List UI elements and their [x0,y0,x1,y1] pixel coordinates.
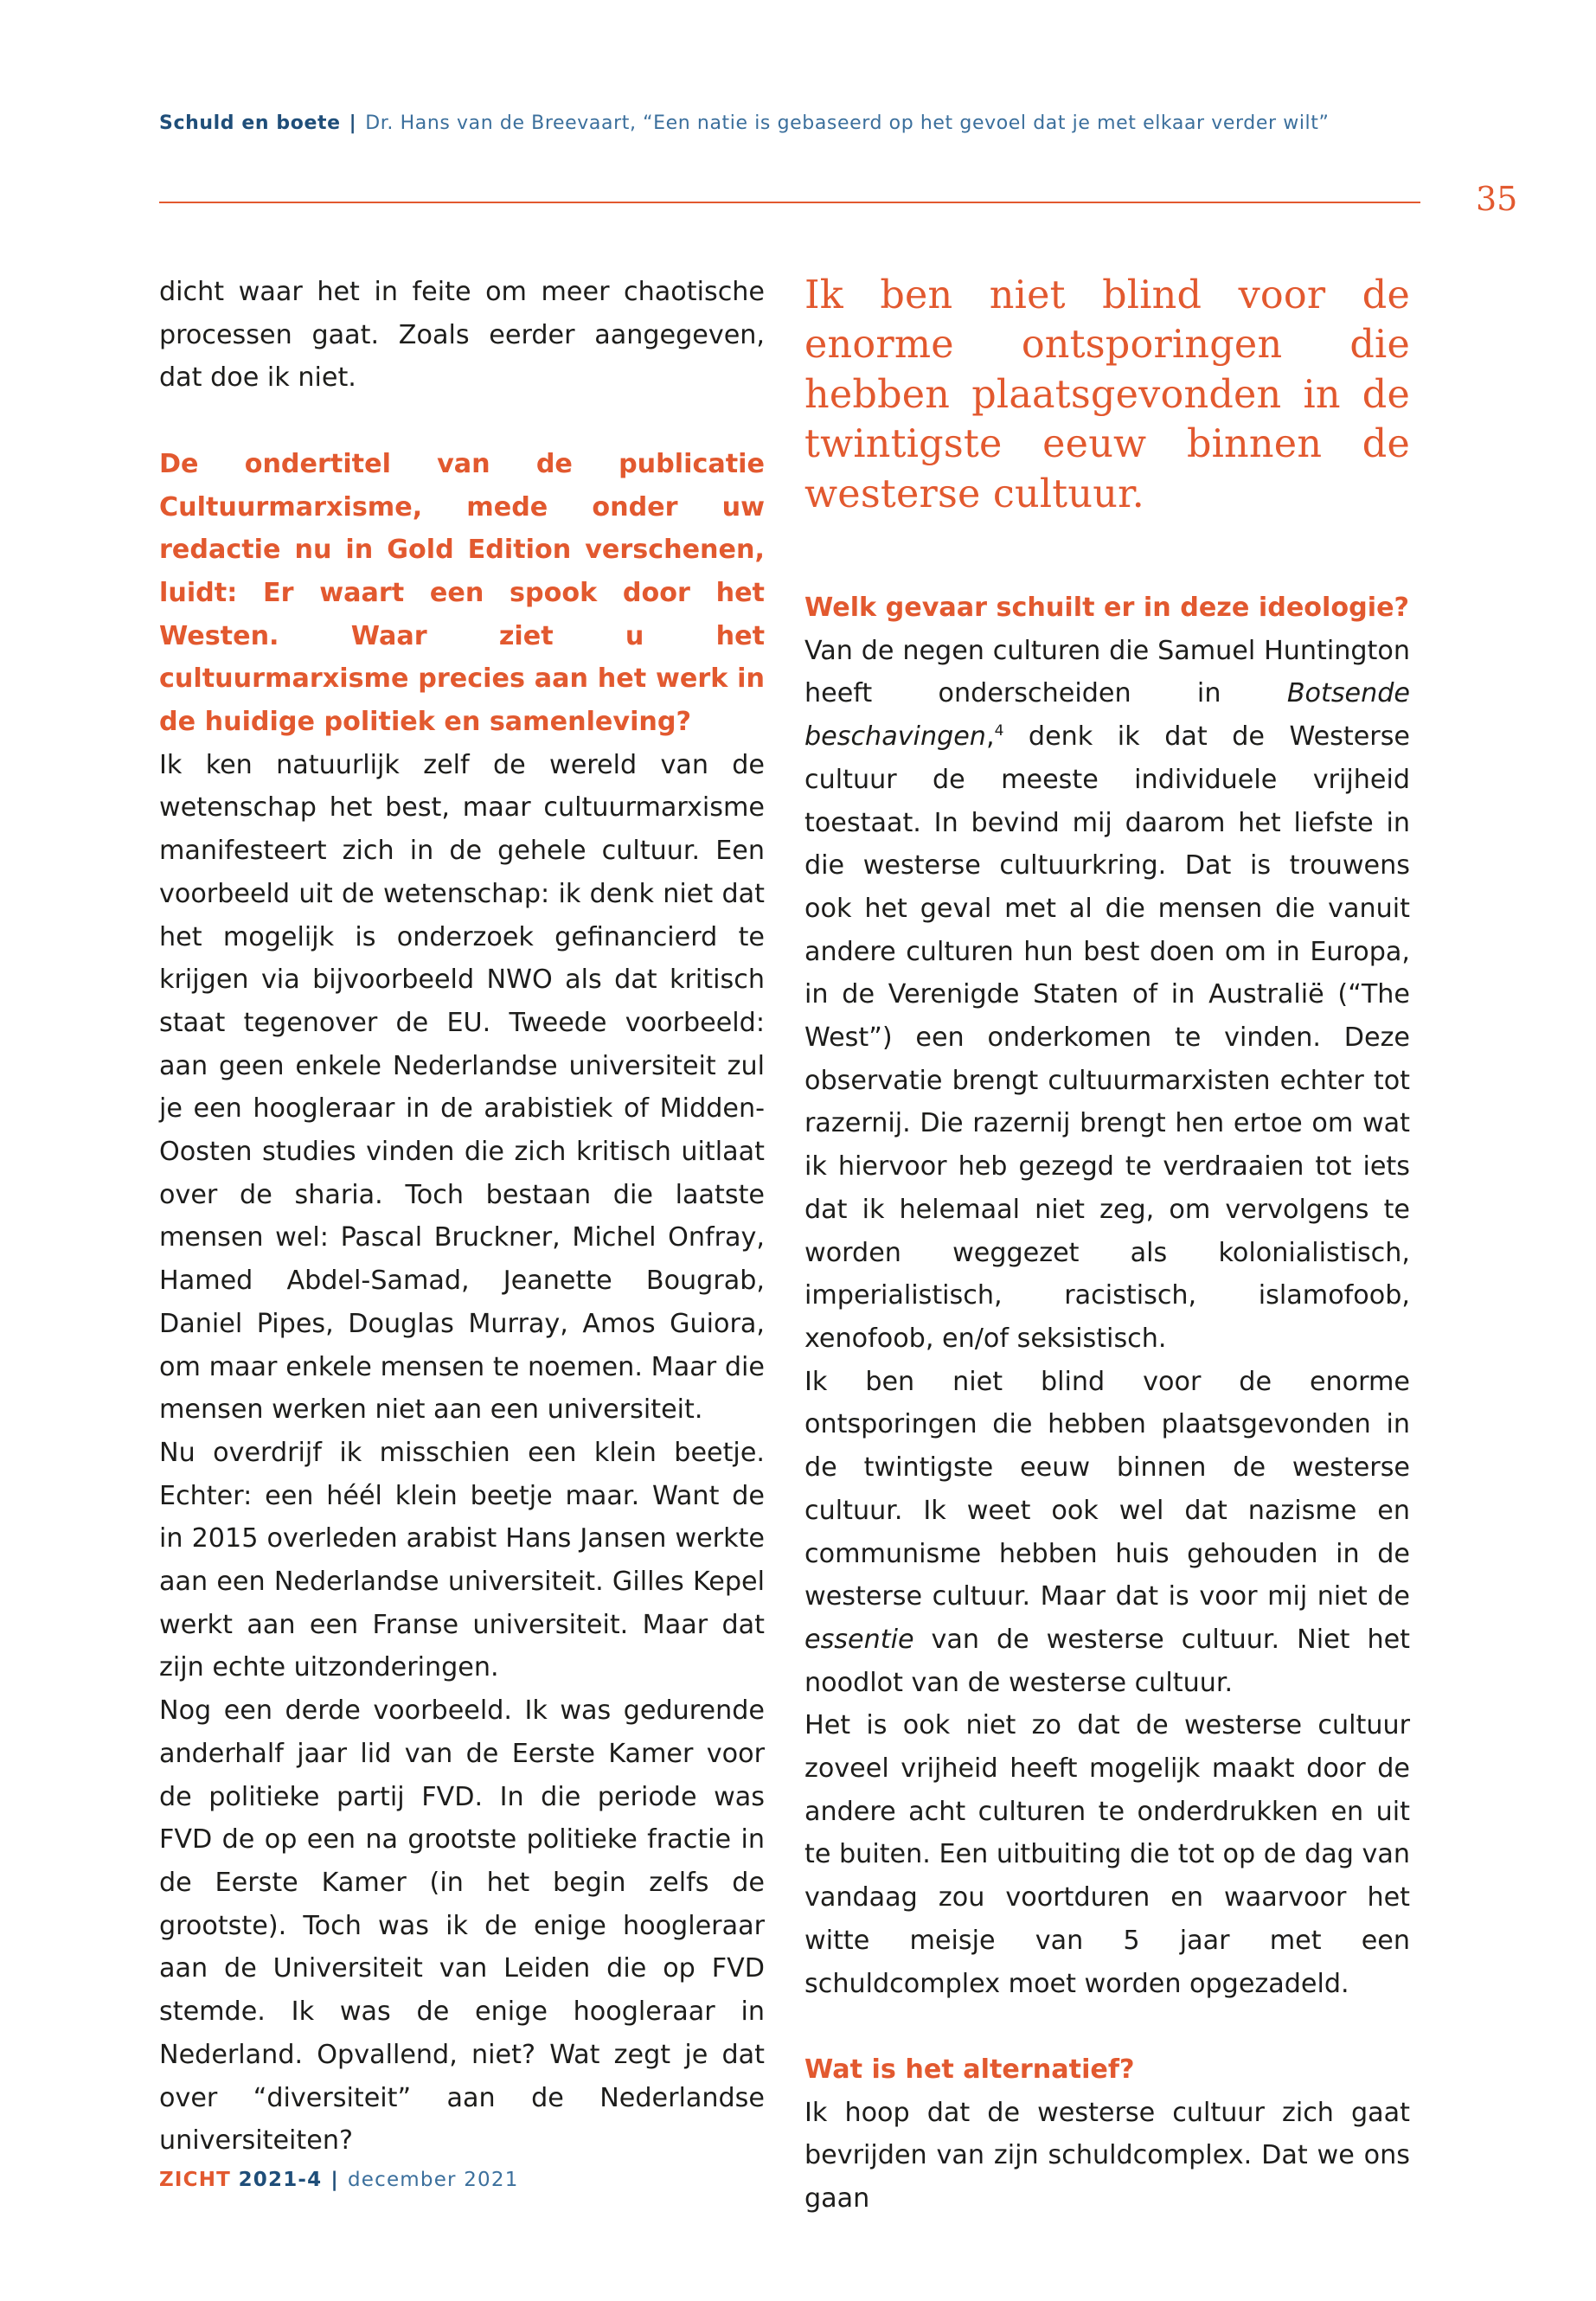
paragraph: Ik ben niet blind voor de enorme ontsporingen die hebben plaatsgevonden in de twintigste eeuw binnen de westerse cultuur. Ik weet ook wel dat nazisme en communisme hebben huis gehouden in de westerse cultuur. Maar dat is voor mij niet de essentie van de westerse cultuur. Niet het noodlot van de westerse cultuur. [804,1366,1410,1698]
paragraph: Nu overdrijf ik misschien een klein beetje. Echter: een héél klein beetje maar. Want de in 2015 overleden arabist Hans Jansen werkte aan een Nederlandse universiteit. Gilles Kepel werkt aan een Franse universiteit. Maar dat zijn echte uitzonderingen. [159,1437,765,1683]
spacer [804,2005,1410,2048]
right-column [804,271,1410,2221]
paragraph: dicht waar het in feite om meer chaotische processen gaat. Zoals eerder aangegeven, dat doe ik niet. [159,277,765,394]
spacer [159,400,765,443]
page-number: 35 [1476,180,1518,218]
paragraph: Nog een derde voorbeeld. Ik was gedurende anderhalf jaar lid van de Eerste Kamer voor de politieke partij FVD. In die periode was FVD de op een na grootste politieke fractie in de Eerste Kamer (in het begin zelfs de grootste). Toch was ik de enige hoogleraar aan de Universiteit van Leiden die op FVD stemde. Ik was de enige hoogleraar in Nederland. Opvallend, niet? Wat zegt je dat over “diversiteit” aan de Nederlandse universiteiten? [159,1695,765,2157]
book-title: Botsende beschavingen [804,678,1410,753]
spacer [804,519,1410,586]
interview-question: De ondertitel van de publicatie Cultuurmarxisme, mede onder uw redactie nu in Gold Edition verschenen, luidt: Er waart een spook door het Westen. Waar ziet u het cultuurmarxisme precies aan het werk in de huidige politiek en samenleving? [159,448,765,738]
magazine-name: ZICHT [159,2169,232,2191]
issue-number: 2021-4 [238,2169,323,2191]
paragraph: Ik ken natuurlijk zelf de wereld van de wetenschap het best, maar cultuurmarxisme manifesteert zich in de gehele cultuur. Een voorbeeld uit de wetenschap: ik denk niet dat het mogelijk is onderzoek gefinancierd te krijgen via bijvoorbeeld NWO als dat kritisch staat tegenover de EU. Tweede voorbeeld: aan geen enkele Nederlandse universiteit zul je een hoogleraar in de arabistiek of Midden-Oosten studies vinden die zich kritisch uitlaat over de sharia. Toch bestaan die laatste mensen wel: Pascal Bruckner, Michel Onfray, Hamed Abdel-Samad, Jeanette Bougrab, Daniel Pipes, Douglas Murray, Amos Guiora, om maar enkele mensen te noemen. Maar die mensen werken niet aan een universiteit. [159,749,765,1426]
header-article-title: Dr. Hans van de Breevaart, “Een natie is gebaseerd op het gevoel dat je met elkaar verder wilt” [365,112,1330,134]
issue-date: december 2021 [347,2169,519,2191]
header-section-title: Schuld en boete [159,112,341,134]
running-header [159,112,1422,134]
interview-question: Welk gevaar schuilt er in deze ideologie? [804,593,1410,624]
header-separator: | [349,112,357,134]
paragraph: Van de negen culturen die Samuel Huntington heeft onderscheiden in Botsende beschavingen,$^4$ denk ik dat de Westerse cultuur de meeste individuele vrijheid toestaat. In bevind mij daarom het liefste in die westerse cultuurkring. Dat is trouwens ook het geval met al die mensen die vanuit andere culturen hun best doen om in Europa, in de Verenigde Staten of in Australië (“The West”) een onderkomen te vinden. Deze observatie brengt cultuurmarxisten echter tot razernij. Die razernij brengt hen ertoe om wat ik hiervoor heb gezegd te verdraaien tot iets dat ik helemaal niet zeg, om vervolgens te worden weggezet als kolonialistisch, imperialistisch, racistisch, islamofoob, xenofoob, en/of seksistisch. [804,635,1410,1354]
paragraph: Het is ook niet zo dat de westerse cultuur zoveel vrijheid heeft mogelijk maakt door de andere acht culturen te onderdrukken en uit te buiten. Een uitbuiting die tot op de dag van vandaag zou voortduren en waarvoor het witte meisje van 5 jaar met een schuldcomplex moet worden opgezadeld. [804,1710,1410,1999]
interview-question: Wat is het alternatief? [804,2054,1135,2085]
header-rule [159,202,1420,203]
paragraph: Ik hoop dat de westerse cultuur zich gaat bevrijden van zijn schuldcomplex. Dat we ons gaan [804,2097,1410,2214]
page-footer [159,2169,519,2191]
pull-quote: Ik ben niet blind voor de enorme ontsporingen die hebben plaatsgevonden in de twintigste eeuw binnen de westerse cultuur. [804,273,1410,516]
footer-separator: | [330,2169,339,2191]
footnote-ref: 4 [994,722,1004,740]
emphasis: essentie [804,1624,914,1655]
left-column [159,271,765,2163]
